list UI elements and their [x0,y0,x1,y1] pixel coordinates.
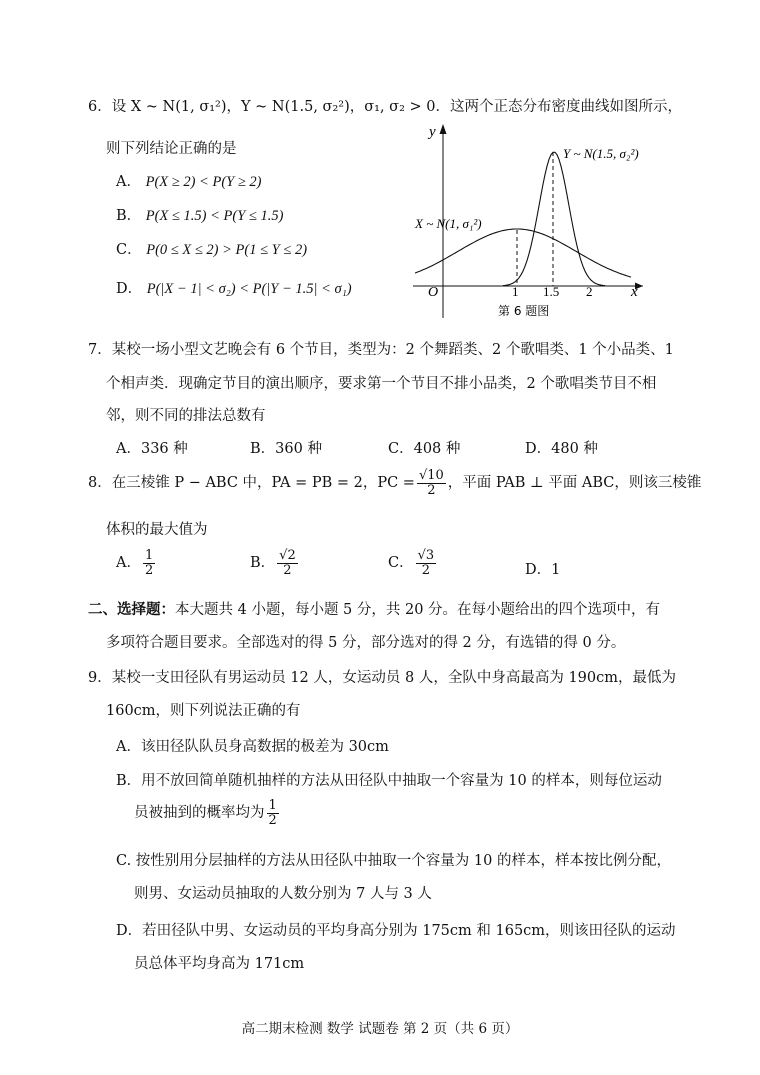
q7-line3: 邻，则不同的排法总数有 [106,408,266,424]
option-label: C． [116,242,142,258]
option-fraction [143,549,155,577]
q7-line2: 个相声类．现确定节目的演出顺序，要求第一个节目不排小品类，2 个歌唱类节目不相 [106,376,657,392]
frac-num: √2 [279,547,296,563]
q8-option-d[interactable] [525,558,560,579]
option-label: D． [116,281,143,297]
option-text: P(X ≤ 1.5) < P(Y ≤ 1.5) [145,208,284,224]
q9-option-b-line2[interactable] [134,796,281,830]
frac-num: 1 [268,797,277,813]
y-axis-arrow-icon [440,124,447,134]
q8-option-a[interactable] [116,548,157,578]
q9-line1: 9．某校一支田径队有男运动员 12 人，女运动员 8 人，全队中身高最高为 190cm，最低为 [88,670,676,686]
option-label: B． [250,555,276,571]
frac-den: 2 [268,812,277,828]
option-label: B． [116,208,142,224]
option-text: P(0 ≤ X ≤ 2) > P(1 ≤ Y ≤ 2) [146,242,308,258]
q8-option-c[interactable] [388,548,438,578]
q7-option-a[interactable] [116,437,188,458]
option-text: 336 种 [140,441,188,457]
tick-label-2: 2 [586,284,593,299]
frac-den: 2 [421,562,431,578]
frac-den: 2 [427,482,436,498]
q6-option-b[interactable] [116,204,283,225]
y-axis-label: y [429,124,436,140]
frac-den: 2 [144,562,154,578]
option-text: 员被抽到的概率均为 [134,805,265,821]
q9-option-d-line2[interactable]: 员总体平均身高为 171cm [134,956,305,972]
q7-option-d[interactable] [525,437,598,458]
option-label: A． [116,555,141,571]
q6-option-c[interactable] [116,238,307,259]
q6-stem-line1: 6．设 X ~ N(1, σ₁²)，Y ~ N(1.5, σ₂²)，σ₁, σ₂ > 0．这两个正态分布密度曲线如图所示， [88,99,682,115]
q7-option-b[interactable] [250,437,322,458]
q8-pc-fraction [417,469,446,497]
option-text: 1 [551,562,561,578]
figure-caption: 第 6 题图 [498,304,550,318]
frac-num: 1 [144,547,154,563]
q8-line2: 体积的最大值为 [106,522,208,538]
q8-prefix: 8．在三棱锥 P − ABC 中，PA = PB = 2，PC = [88,475,415,491]
frac-num: √3 [417,547,435,563]
option-fraction [277,549,298,577]
q9-line2: 160cm，则下列说法正确的有 [106,703,301,719]
section2-text: 本大题共 4 小题，每小题 5 分，共 20 分。在每小题给出的四个选项中，有 [175,602,661,618]
q8-line1 [88,467,701,499]
page-footer: 高二期末检测 数学 试题卷 第 2 页（共 6 页） [241,1021,519,1037]
option-text: 360 种 [275,441,322,457]
curve-y [503,152,605,285]
tick-label-1: 1 [512,284,519,299]
section2-title: 二、选择题： [88,601,175,618]
curve-y-label: Y ~ N(1.5, σ₂²) [563,146,639,161]
option-label: C． [388,555,414,571]
section2-line2: 多项符合题目要求。全部选对的得 5 分，部分选对的得 2 分，有选错的得 0 分。 [106,635,626,651]
q8-suffix: ，平面 PAB ⊥ 平面 ABC，则该三棱锥 [447,475,702,491]
q6-option-a[interactable] [116,170,262,191]
option-text: P(|X − 1| < σ₂) < P(|Y − 1.5| < σ₁) [146,281,352,297]
q9-option-b-line1[interactable]: B．用不放回简单随机抽样的方法从田径队中抽取一个容量为 10 的样本，则每位运动 [116,773,662,789]
q6-option-d[interactable] [116,277,352,298]
option-label: B． [250,441,276,457]
option-label: D． [525,562,552,578]
option-text: P(X ≥ 2) < P(Y ≥ 2) [145,174,262,190]
frac-den: 2 [283,562,292,578]
q9-option-d-line1[interactable]: D．若田径队中男、女运动员的平均身高分别为 175cm 和 165cm，则该田径队的运动 [116,923,676,939]
q9-option-c-line1[interactable]: C. 按性别用分层抽样的方法从田径队中抽取一个容量为 10 的样本，样本按比例分配， [116,853,671,869]
option-fraction [416,549,437,577]
option-text: 480 种 [551,441,598,457]
option-label: A． [116,441,141,457]
q7-line1: 7．某校一场小型文艺晚会有 6 个节目，类型为：2 个舞蹈类、2 个歌唱类、1 个小品类、1 [88,342,674,358]
option-label: A． [116,174,141,190]
curve-x-label: X ~ N(1, σ₁²) [415,216,482,231]
q8-option-b[interactable] [250,548,300,578]
origin-label: O [428,285,439,300]
tick-label-1.5: 1.5 [543,284,560,299]
q6-figure [405,118,675,323]
option-label: D． [525,441,552,457]
q7-option-c[interactable] [388,437,460,458]
frac-num: √10 [418,467,444,483]
q9-option-a[interactable]: A．该田径队队员身高数据的极差为 30cm [116,739,389,755]
x-axis-label: x [631,284,638,300]
q9-option-c-line2[interactable]: 则男、女运动员抽取的人数分别为 7 人与 3 人 [134,886,432,902]
option-fraction [267,799,279,827]
section2-line1 [88,598,660,619]
q6-stem-line2: 则下列结论正确的是 [106,141,237,157]
option-text: 408 种 [413,441,461,457]
option-label: C． [388,441,414,457]
